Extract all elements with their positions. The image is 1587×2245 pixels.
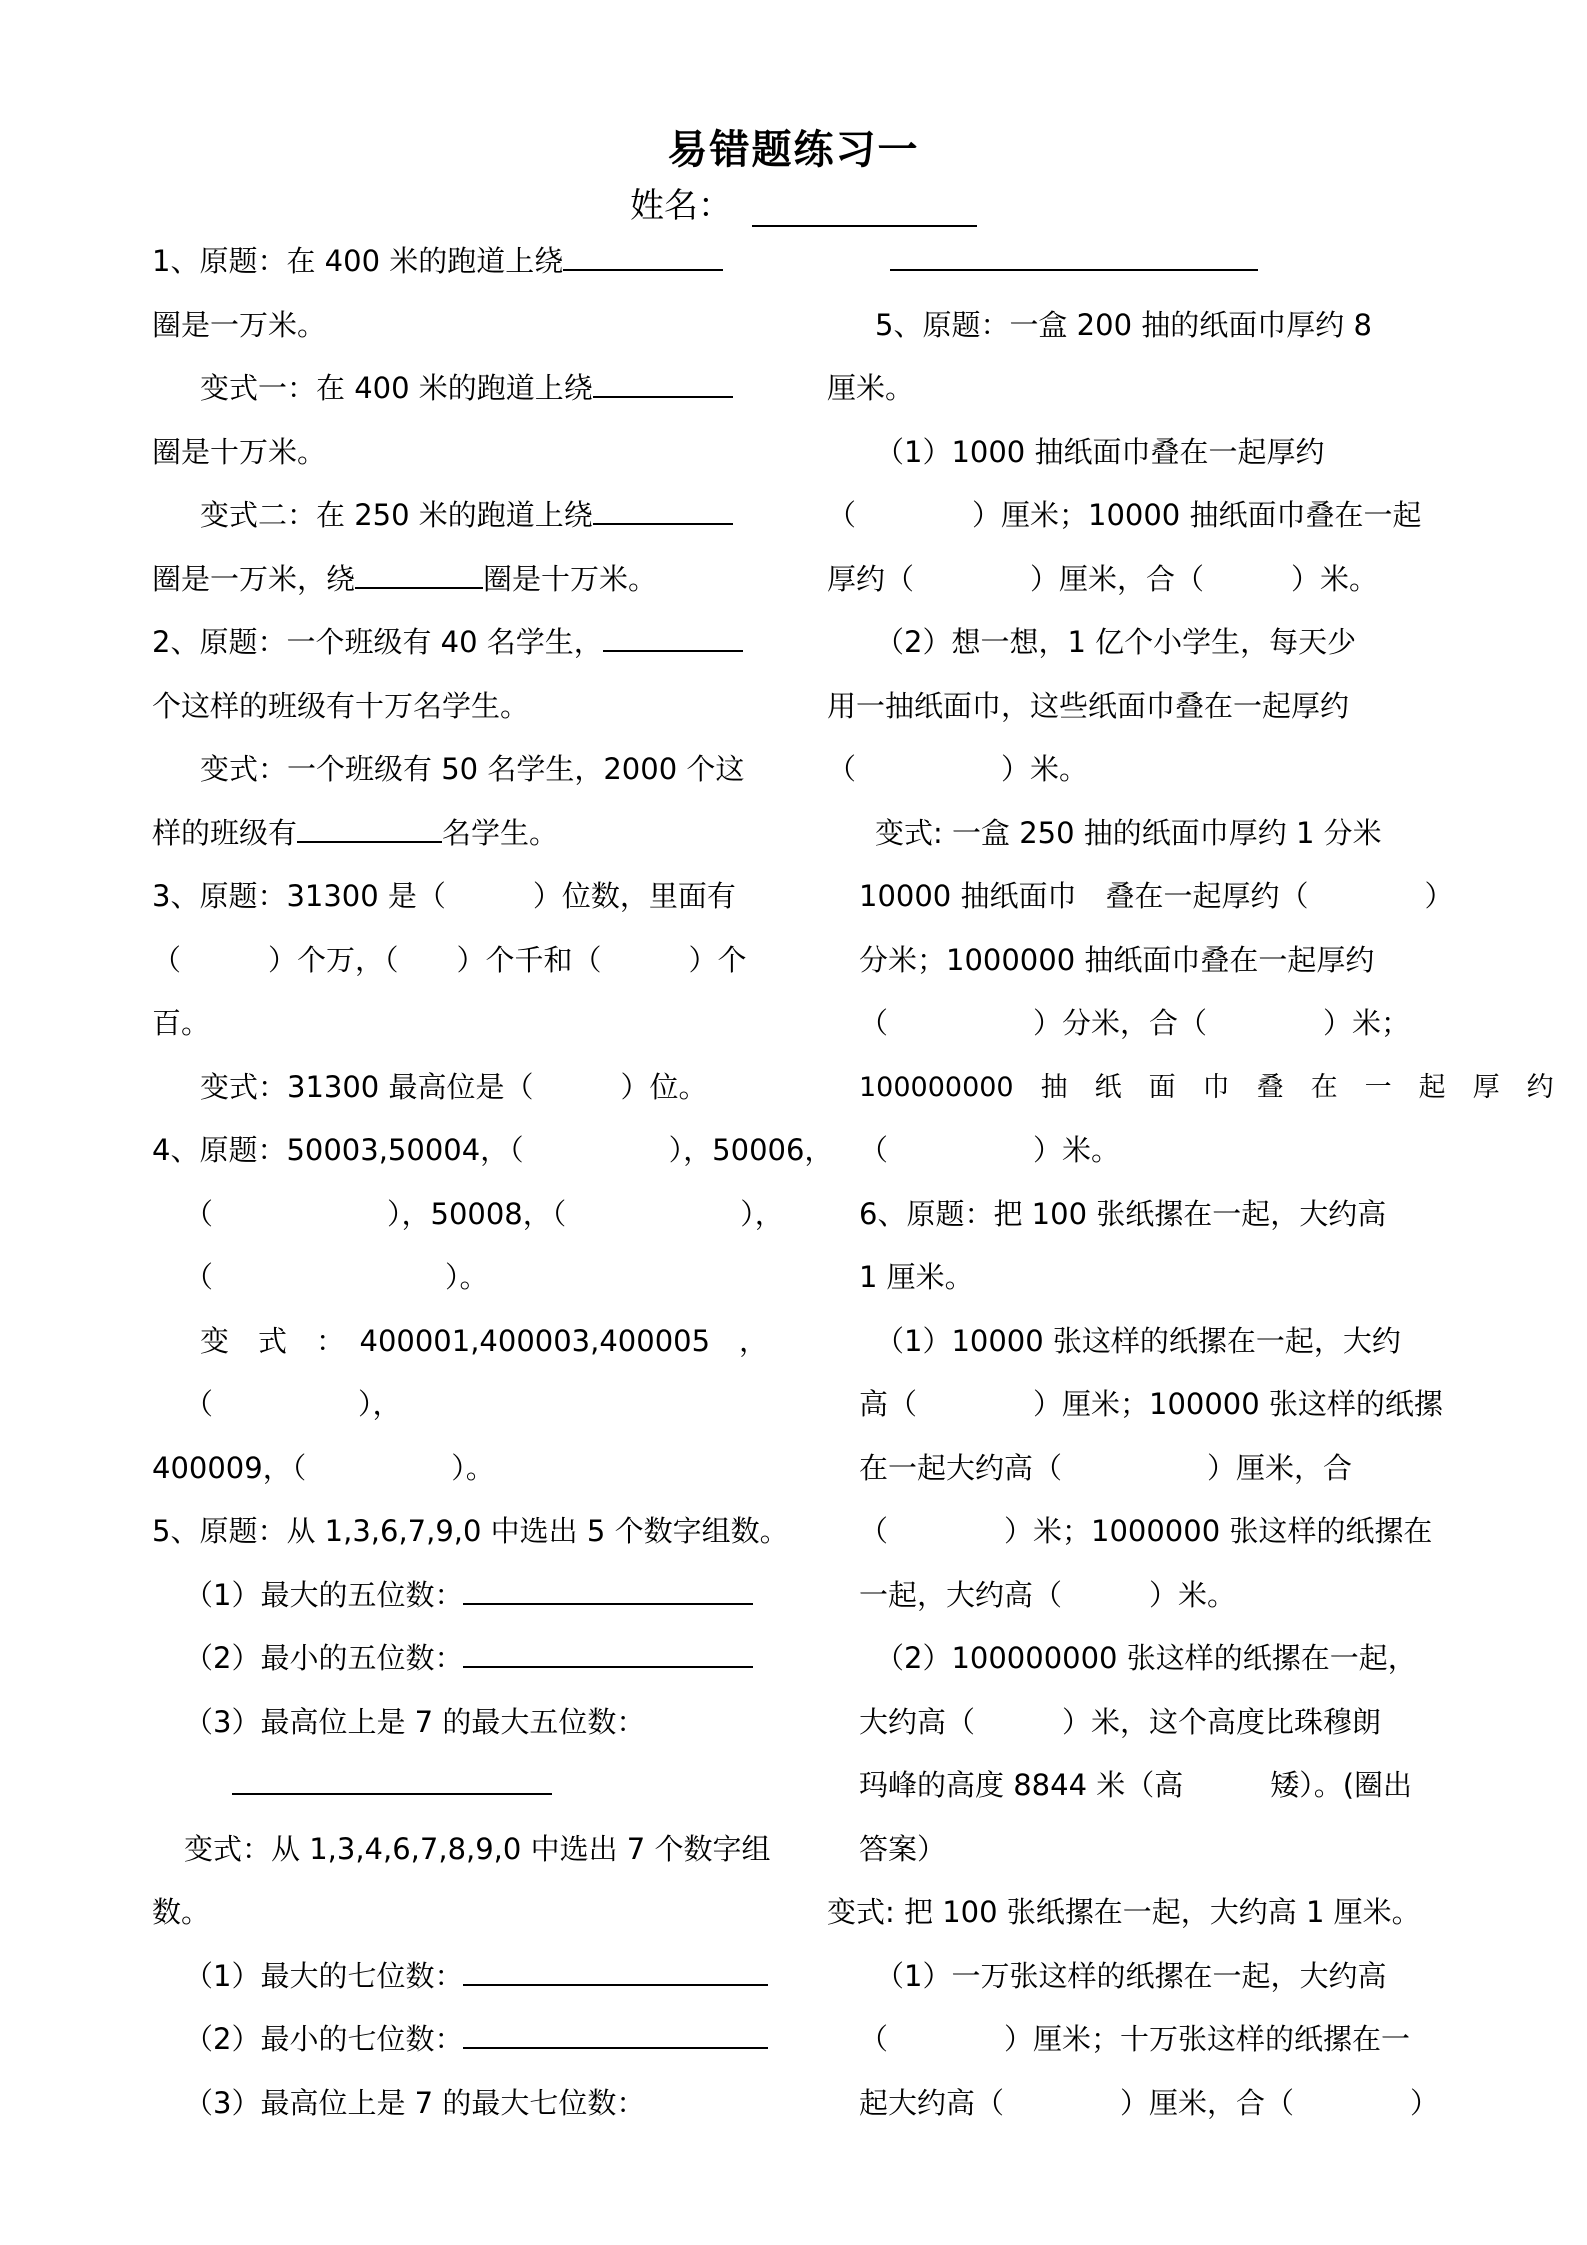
question-line: 厚约（ ）厘米，合（ ）米。 bbox=[827, 561, 1379, 596]
question-line: 圈是一万米，绕 圈是十万米。 bbox=[152, 548, 777, 612]
question-line: （2）最小的七位数： bbox=[152, 2008, 777, 2072]
name-field bbox=[630, 178, 977, 227]
question-line: 5、原题：一盒 200 抽的纸面巾厚约 8 bbox=[875, 307, 1372, 342]
answer-blank[interactable] bbox=[463, 1636, 753, 1668]
question-line: 100000000 抽 纸 面 巾 叠 在 一 起 厚 约 bbox=[859, 1071, 1554, 1103]
question-line: （1）10000 张这样的纸摞在一起，大约 bbox=[875, 1323, 1401, 1358]
answer-blank[interactable] bbox=[593, 366, 733, 398]
question-line: （ ）米。 bbox=[827, 752, 1089, 786]
question-line: 在一起大约高（ ）厘米，合 bbox=[859, 1450, 1353, 1485]
answer-blank[interactable] bbox=[355, 557, 483, 589]
question-line: 一起，大约高（ ）米。 bbox=[859, 1577, 1237, 1612]
question-line: 1、原题：在 400 米的跑道上绕 bbox=[152, 230, 777, 294]
question-line: 个这样的班级有十万名学生。 bbox=[152, 688, 530, 723]
answer-blank[interactable] bbox=[603, 620, 743, 652]
question-line: （1）1000 抽纸面巾叠在一起厚约 bbox=[875, 434, 1325, 469]
question-line: （2）最小的五位数： bbox=[152, 1627, 777, 1691]
question-line: 厘米。 bbox=[827, 371, 915, 405]
answer-blank[interactable] bbox=[593, 493, 733, 525]
question-line: （ ）厘米；十万张这样的纸摞在一 bbox=[859, 2022, 1411, 2056]
answer-blank[interactable] bbox=[890, 239, 1258, 271]
question-line: 玛峰的高度 8844 米（高 矮）。(圈出 bbox=[859, 1768, 1413, 1802]
question-line: 百。 bbox=[152, 1006, 211, 1040]
question-line: 4、原题：50003,50004，（ ），50006， bbox=[152, 1133, 834, 1167]
question-line: （ ）。 bbox=[184, 1260, 489, 1294]
question-line: 数。 bbox=[152, 1895, 211, 1929]
question-line: 3、原题：31300 是（ ）位数，里面有 bbox=[152, 879, 736, 913]
page-title: 易错题练习一 bbox=[667, 127, 920, 173]
question-line bbox=[827, 230, 1452, 294]
question-line: （1）最大的七位数： bbox=[152, 1945, 777, 2009]
question-line: （1）最大的五位数： bbox=[152, 1564, 777, 1628]
question-line: （ ）分米，合（ ）米； bbox=[859, 1006, 1411, 1040]
question-line: （ ）厘米；10000 抽纸面巾叠在一起 bbox=[827, 498, 1422, 532]
question-line: （2）100000000 张这样的纸摞在一起， bbox=[875, 1641, 1417, 1675]
question-line: （3）最高位上是 7 的最大五位数： bbox=[184, 1704, 646, 1739]
question-line: （2）想一想，1 亿个小学生，每天少 bbox=[875, 625, 1357, 659]
answer-blank[interactable] bbox=[563, 239, 723, 271]
question-line: 起大约高（ ）厘米，合（ ） bbox=[859, 2085, 1440, 2120]
answer-blank[interactable] bbox=[232, 1763, 552, 1795]
answer-blank[interactable] bbox=[463, 1954, 768, 1986]
answer-blank[interactable] bbox=[463, 1573, 753, 1605]
question-line: 变式：31300 最高位是（ ）位。 bbox=[200, 1069, 708, 1104]
question-line: 2、原题：一个班级有 40 名学生， bbox=[152, 611, 777, 675]
question-line: 高（ ）厘米；100000 张这样的纸摞 bbox=[859, 1387, 1443, 1421]
name-label: 姓名： bbox=[630, 186, 732, 226]
question-line: （ ），50008，（ ）， bbox=[184, 1196, 784, 1231]
question-line: 分米；1000000 抽纸面巾叠在一起厚约 bbox=[859, 942, 1375, 977]
question-line: 变式: 一盒 250 抽的纸面巾厚约 1 分米 bbox=[875, 815, 1382, 850]
question-line: 圈是十万米。 bbox=[152, 434, 327, 469]
right-column bbox=[827, 230, 1554, 2135]
question-line: 样的班级有 名学生。 bbox=[152, 802, 777, 866]
question-line: 变 式 ： 400001,400003,400005 ， bbox=[200, 1323, 769, 1358]
question-line: （ ）米；1000000 张这样的纸摞在 bbox=[859, 1514, 1433, 1548]
question-line: （1）一万张这样的纸摞在一起，大约高 bbox=[875, 1958, 1387, 1993]
question-line: （3）最高位上是 7 的最大七位数： bbox=[184, 2085, 646, 2120]
question-line: 1 厘米。 bbox=[859, 1260, 974, 1294]
answer-blank[interactable] bbox=[297, 811, 442, 843]
question-line bbox=[152, 1754, 777, 1818]
question-line: 5、原题：从 1,3,6,7,9,0 中选出 5 个数字组数。 bbox=[152, 1514, 789, 1548]
question-line: （ ）， bbox=[184, 1387, 402, 1421]
question-line: 变式：一个班级有 50 名学生，2000 个这 bbox=[200, 752, 745, 786]
question-line: 400009，（ ）。 bbox=[152, 1450, 495, 1485]
question-line: 变式: 把 100 张纸摞在一起，大约高 1 厘米。 bbox=[827, 1895, 1421, 1929]
question-line: 用一抽纸面巾，这些纸面巾叠在一起厚约 bbox=[827, 688, 1350, 723]
question-line: 圈是一万米。 bbox=[152, 307, 327, 342]
name-blank[interactable] bbox=[752, 195, 977, 227]
question-line: 答案） bbox=[859, 1831, 947, 1866]
question-line: （ ）个万，（ ）个千和（ ）个 bbox=[152, 942, 747, 977]
answer-blank[interactable] bbox=[463, 2017, 768, 2049]
question-line: 变式：从 1,3,4,6,7,8,9,0 中选出 7 个数字组 bbox=[184, 1831, 771, 1866]
question-line: 变式一：在 400 米的跑道上绕 bbox=[152, 357, 777, 421]
question-line: 10000 抽纸面巾 叠在一起厚约（ ） bbox=[859, 879, 1454, 913]
left-column bbox=[152, 230, 834, 2135]
question-line: 6、原题：把 100 张纸摞在一起，大约高 bbox=[859, 1196, 1387, 1231]
question-line: 变式二：在 250 米的跑道上绕 bbox=[152, 484, 777, 548]
question-line: 大约高（ ）米，这个高度比珠穆朗 bbox=[859, 1704, 1382, 1739]
question-line: （ ）米。 bbox=[859, 1133, 1121, 1167]
